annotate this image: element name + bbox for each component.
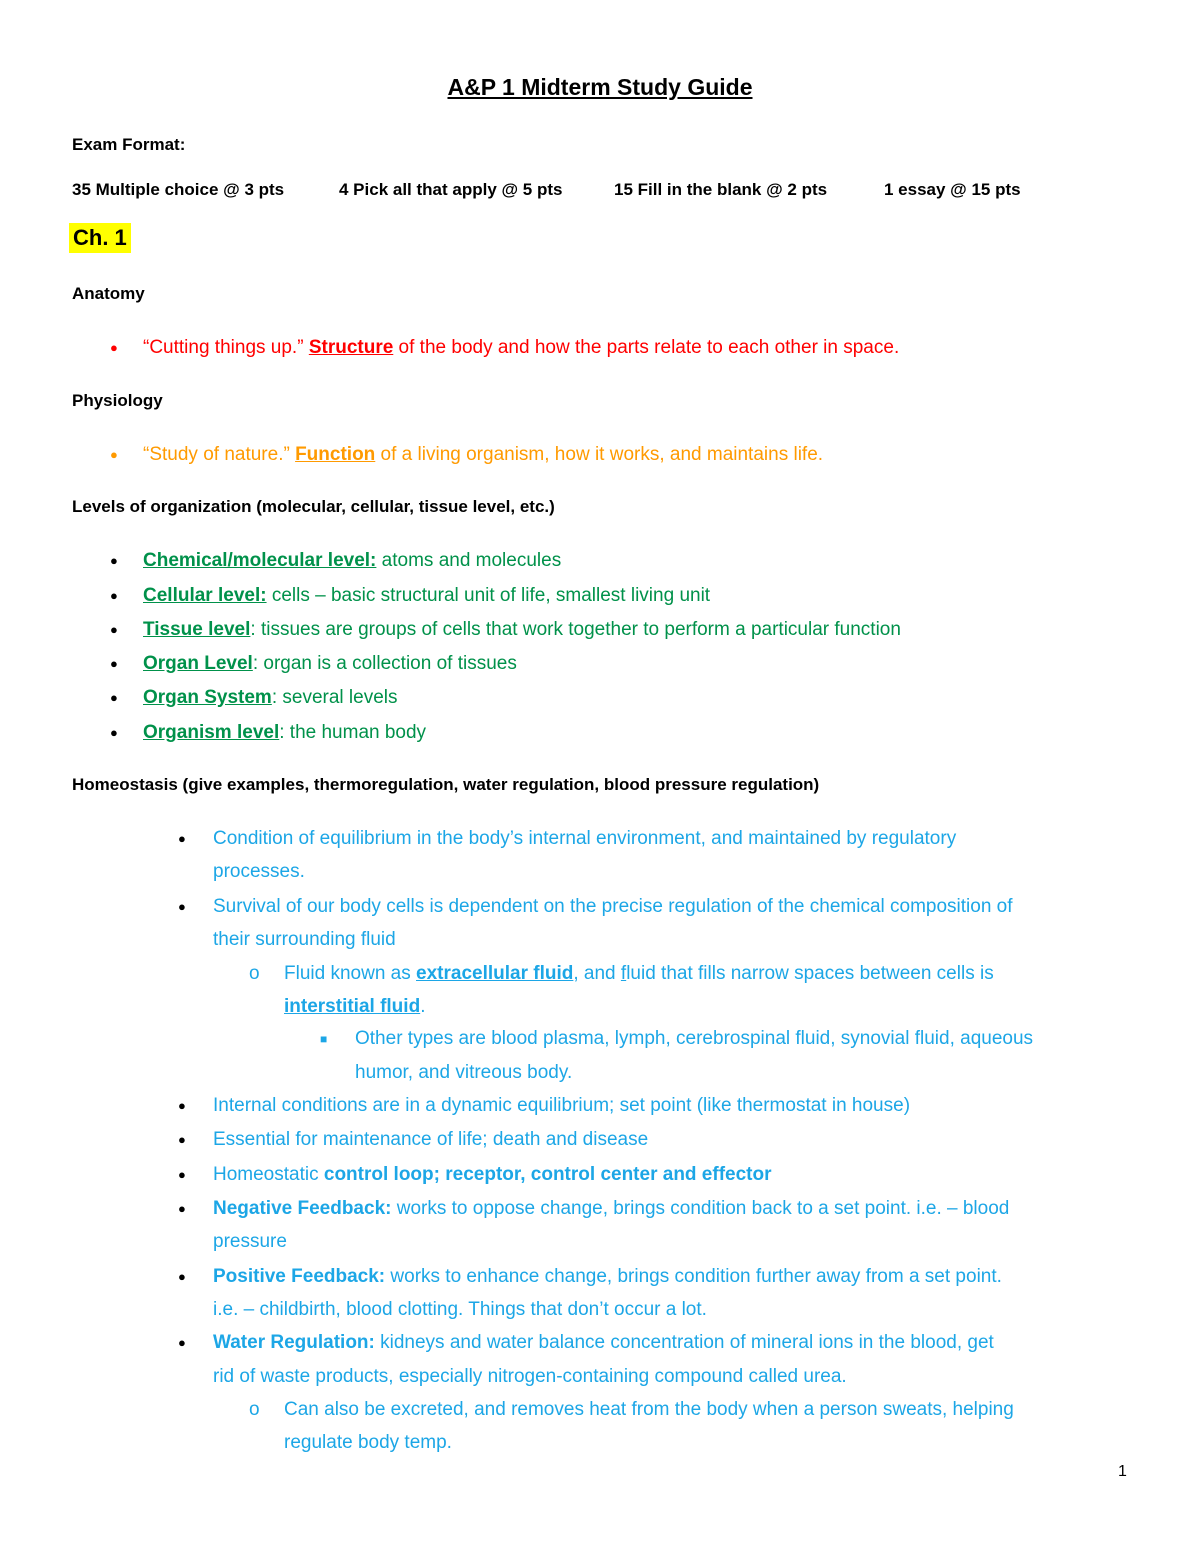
bullet-icon: ● (178, 1201, 186, 1216)
sub-list-item-continuation: interstitial fluid. (284, 996, 426, 1017)
exam-format-item: 15 Fill in the blank @ 2 pts (614, 180, 828, 199)
list-item-continuation: processes. (213, 861, 305, 882)
list-item: Water Regulation: kidneys and water balance concentration of mineral ions in the blood, get (213, 1332, 994, 1353)
list-item: Positive Feedback: works to enhance change, brings condition further away from a set point. (213, 1266, 1002, 1287)
bullet-icon: ● (110, 690, 118, 705)
exam-format-item: 4 Pick all that apply @ 5 pts (339, 180, 563, 199)
physiology-definition: “Study of nature.” Function of a living organism, how it works, and maintains life. (143, 444, 824, 465)
bullet-icon: ● (178, 831, 186, 846)
list-item: Survival of our body cells is dependent on the precise regulation of the chemical composition of (213, 896, 1013, 917)
anatomy-heading: Anatomy (72, 284, 145, 303)
bullet-icon: ● (110, 725, 118, 740)
circle-bullet-icon: o (249, 963, 260, 984)
bullet-icon: ● (110, 588, 118, 603)
list-item-continuation: i.e. – childbirth, blood clotting. Things that don’t occur a lot. (213, 1299, 707, 1320)
sub-list-item: Can also be excreted, and removes heat from the body when a person sweats, helping (284, 1399, 1014, 1420)
anatomy-definition: “Cutting things up.” Structure of the body and how the parts relate to each other in space. (143, 337, 900, 358)
bullet-icon: ● (178, 1335, 186, 1350)
list-item: Tissue level: tissues are groups of cells that work together to perform a particular function (143, 619, 901, 640)
list-item: Organ Level: organ is a collection of tissues (143, 653, 517, 674)
list-item-continuation: their surrounding fluid (213, 929, 396, 950)
bullet-icon: ● (178, 899, 186, 914)
bullet-icon: ● (110, 622, 118, 637)
bullet-icon: ● (110, 656, 118, 671)
list-item: Condition of equilibrium in the body’s internal environment, and maintained by regulatory (213, 828, 957, 849)
bullet-icon: ● (178, 1132, 186, 1147)
list-item: Homeostatic control loop; receptor, control center and effector (213, 1164, 772, 1185)
physiology-heading: Physiology (72, 391, 163, 410)
page-title: A&P 1 Midterm Study Guide (447, 74, 753, 100)
list-item: Internal conditions are in a dynamic equilibrium; set point (like thermostat in house) (213, 1095, 911, 1116)
bullet-icon: ● (178, 1167, 186, 1182)
bullet-icon: ● (178, 1269, 186, 1284)
list-item-continuation: rid of waste products, especially nitrogen-containing compound called urea. (213, 1366, 847, 1387)
exam-format-item: 35 Multiple choice @ 3 pts (72, 180, 285, 199)
bullet-icon: ● (110, 447, 118, 462)
homeostasis-heading: Homeostasis (give examples, thermoregulation, water regulation, blood pressure regulation) (72, 775, 820, 794)
circle-bullet-icon: o (249, 1399, 260, 1420)
list-item: Essential for maintenance of life; death and disease (213, 1129, 649, 1150)
list-item: Cellular level: cells – basic structural unit of life, smallest living unit (143, 585, 711, 606)
list-item: Organism level: the human body (143, 722, 427, 743)
page-number: 1 (1118, 1463, 1127, 1480)
list-item-continuation: pressure (213, 1231, 287, 1252)
levels-heading: Levels of organization (molecular, cellular, tissue level, etc.) (72, 497, 555, 516)
bullet-icon: ● (110, 340, 118, 355)
list-item: Negative Feedback: works to oppose change, brings condition back to a set point. i.e. – blood (213, 1198, 1010, 1219)
sub-sub-list-item-continuation: humor, and vitreous body. (355, 1062, 573, 1083)
list-item: Chemical/molecular level: atoms and molecules (143, 550, 562, 571)
sub-sub-list-item: Other types are blood plasma, lymph, cerebrospinal fluid, synovial fluid, aqueous (355, 1028, 1034, 1049)
square-bullet-icon: ■ (320, 1032, 328, 1046)
chapter-heading: Ch. 1 (69, 223, 131, 253)
exam-format-label: Exam Format: (72, 135, 186, 154)
sub-list-item: Fluid known as extracellular fluid, and fluid that fills narrow spaces between cells is (284, 963, 994, 984)
bullet-icon: ● (178, 1098, 186, 1113)
exam-format-item: 1 essay @ 15 pts (884, 180, 1021, 199)
bullet-icon: ● (110, 553, 118, 568)
list-item: Organ System: several levels (143, 687, 398, 708)
sub-list-item-continuation: regulate body temp. (284, 1432, 452, 1453)
